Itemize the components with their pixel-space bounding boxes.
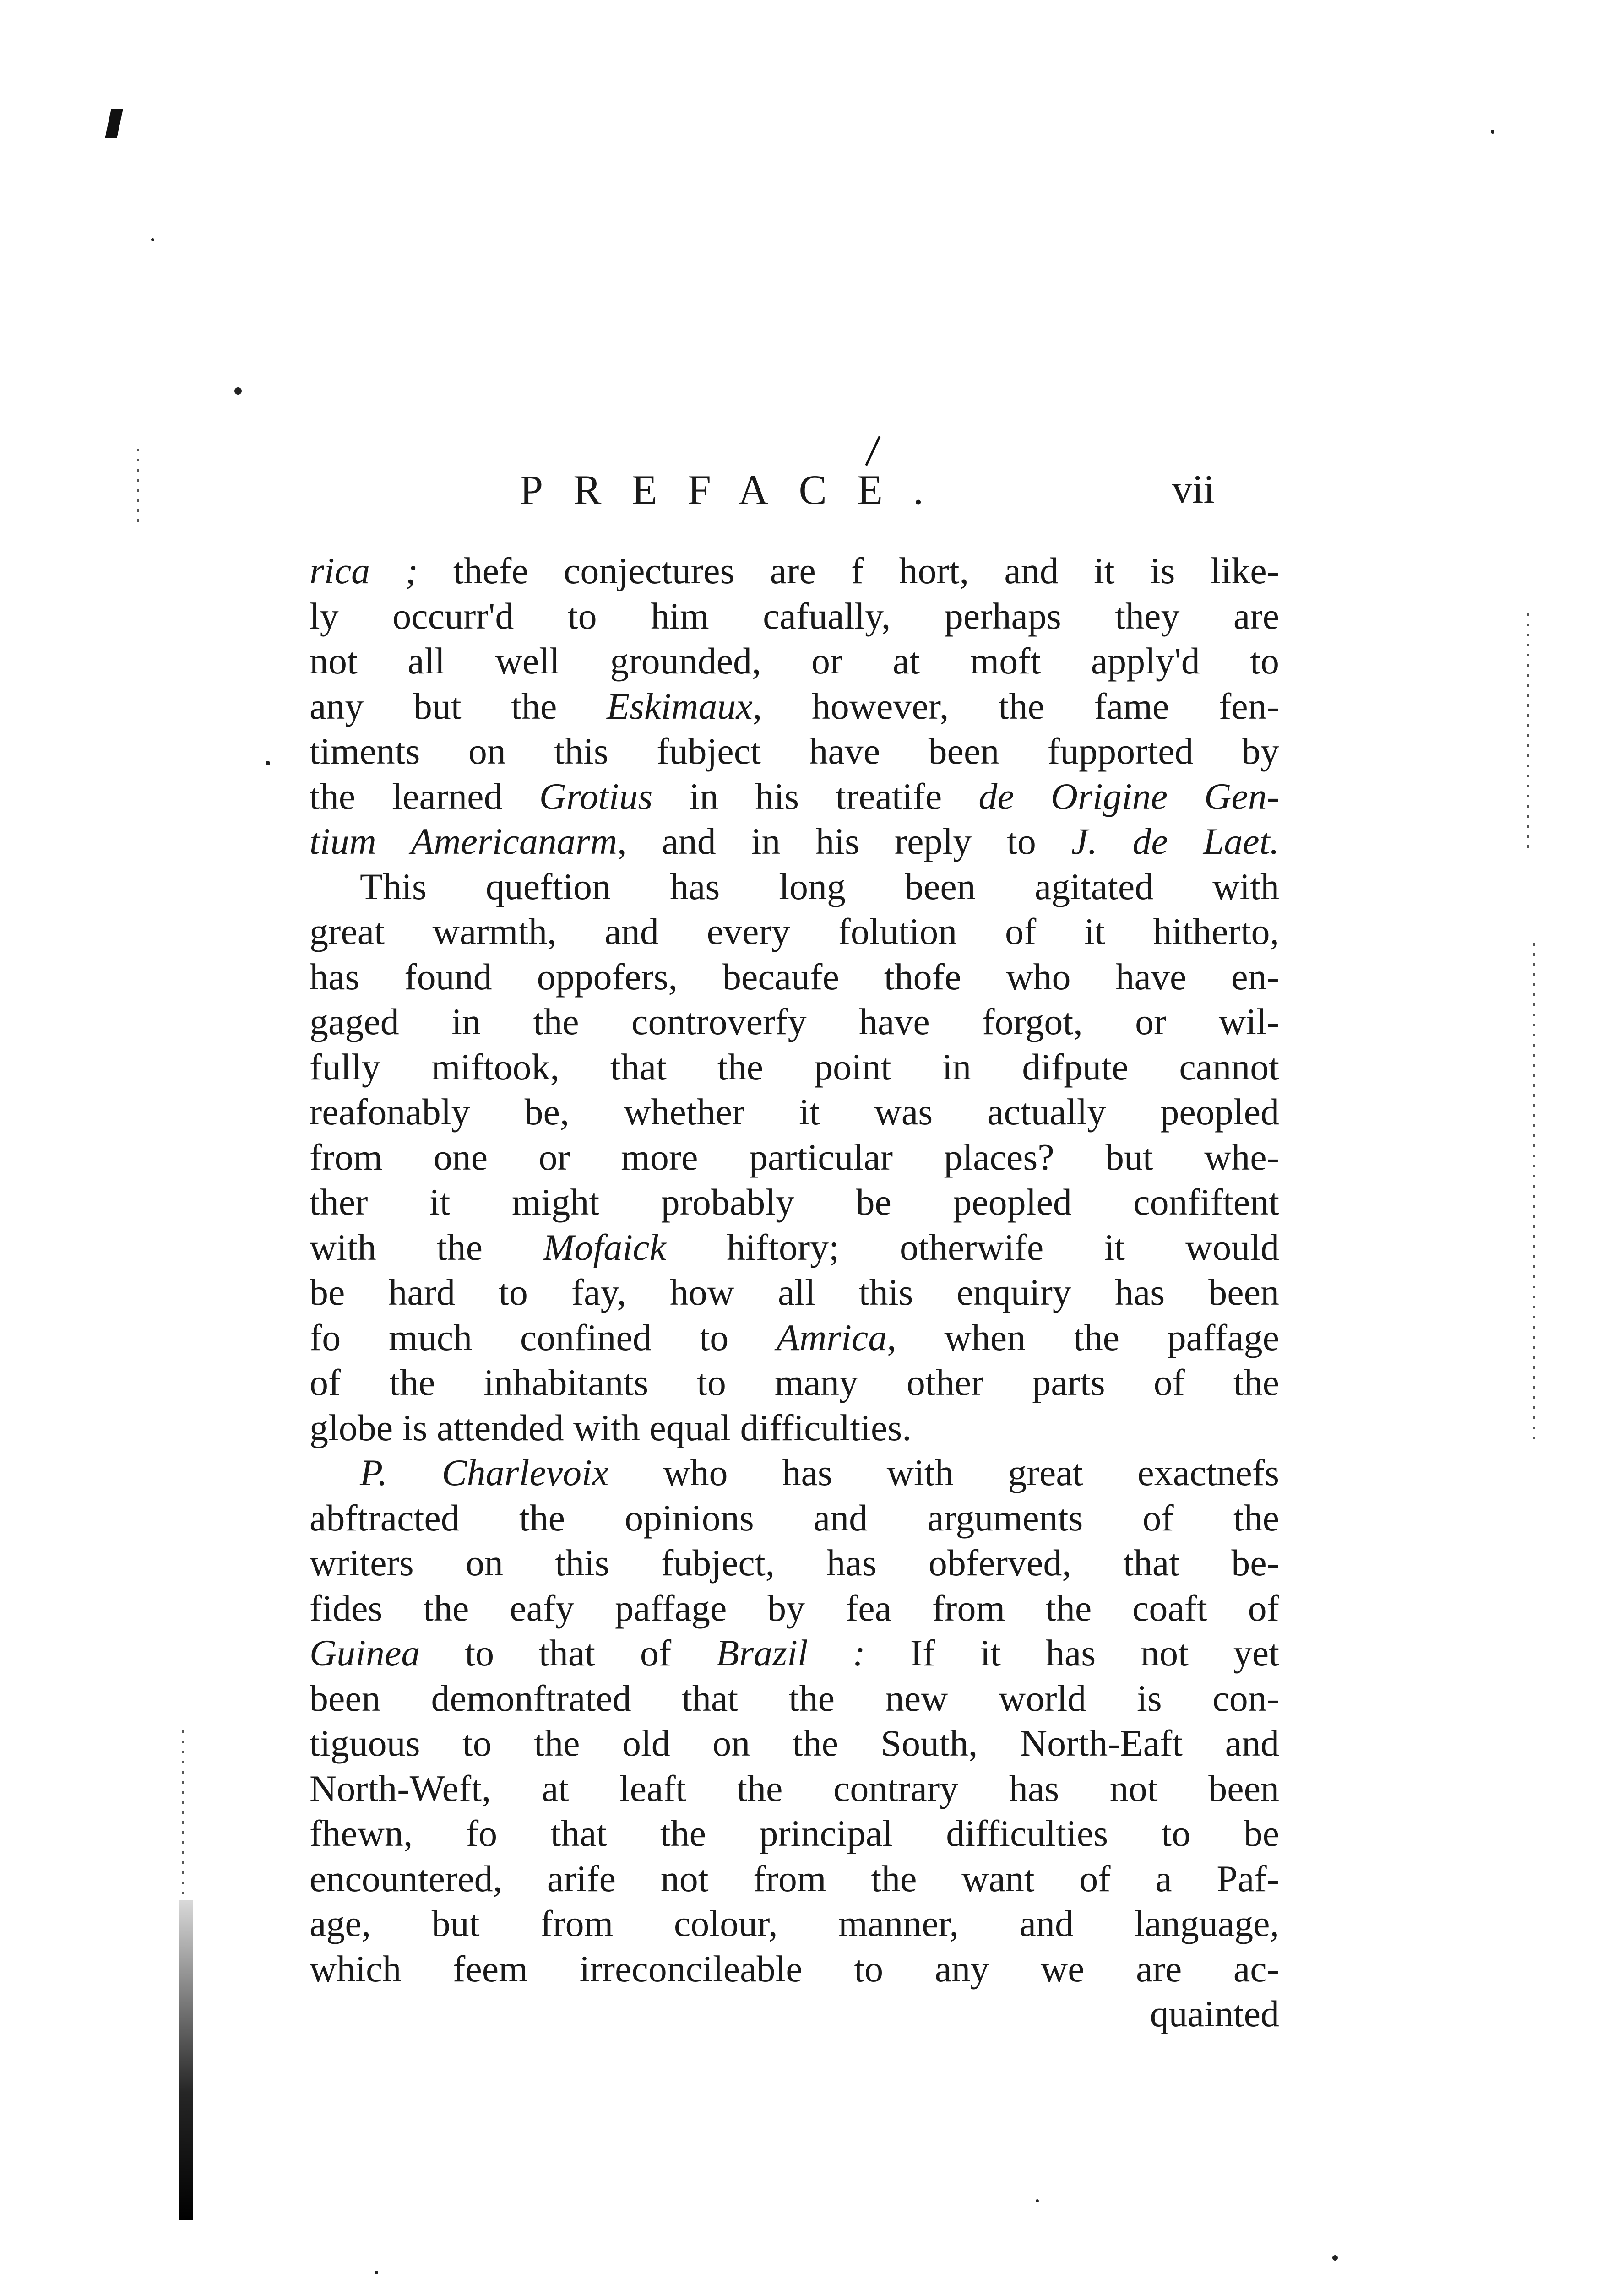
- text-run: hiftory; otherwife it would: [666, 1226, 1279, 1268]
- italic-run: de Origine Gen-: [978, 775, 1279, 817]
- scan-edge: [1533, 943, 1535, 1447]
- body-text: [310, 548, 1279, 2037]
- text-run: any but the: [310, 685, 607, 727]
- text-run: not all well grounded, or at moft apply'd to: [310, 640, 1279, 682]
- text-run: be hard to fay, how all this enquiry has been: [310, 1271, 1279, 1313]
- text-run: great warmth, and every folution of it hitherto,: [310, 911, 1279, 952]
- scan-mark: [865, 436, 880, 466]
- text-line: [310, 1405, 1279, 1451]
- page-header: [0, 462, 1624, 517]
- text-line: [310, 1450, 1279, 1496]
- scan-speck: [1036, 2199, 1039, 2202]
- italic-run: Amrica: [776, 1316, 887, 1358]
- text-run: who has with great exactnefs: [608, 1452, 1279, 1493]
- italic-run: P. Charlevoix: [360, 1452, 609, 1493]
- text-run: abftracted the opinions and arguments of the: [310, 1497, 1279, 1539]
- text-line: [310, 1766, 1279, 1812]
- text-line: [310, 639, 1279, 684]
- text-run: ther it might probably be peopled confiftent: [310, 1181, 1279, 1223]
- text-line: [310, 594, 1279, 639]
- text-line: [310, 1901, 1279, 1947]
- running-title: PREFACE.: [520, 466, 954, 513]
- text-run: reafonably be, whether it was actually peopled: [310, 1091, 1279, 1133]
- text-run: to that of: [420, 1632, 717, 1674]
- text-run: encountered, arife not from the want of a Paf-: [310, 1857, 1279, 1899]
- text-run: from one or more particular places? but whe-: [310, 1136, 1279, 1178]
- text-run: fully miftook, that the point in difpute cannot: [310, 1046, 1279, 1088]
- italic-run: Brazil :: [716, 1632, 865, 1674]
- scan-speck: [151, 238, 154, 241]
- text-run: been demonftrated that the new world is con-: [310, 1677, 1279, 1719]
- text-run: with the: [310, 1226, 543, 1268]
- text-line: [310, 1856, 1279, 1902]
- text-line: [310, 999, 1279, 1045]
- italic-run: Guinea: [310, 1632, 420, 1674]
- text-run: gaged in the controverfy have forgot, or wil-: [310, 1001, 1279, 1042]
- scan-edge: [182, 1730, 184, 1895]
- text-line: [310, 955, 1279, 1000]
- scan-edge-strip: [179, 1900, 193, 2220]
- text-run: quainted: [1150, 1993, 1279, 2034]
- text-run: ly occurr'd to him cafually, perhaps they are: [310, 595, 1279, 637]
- text-run: , when the paffage: [887, 1316, 1279, 1358]
- text-run: tiguous to the old on the South, North-Eaft and: [310, 1722, 1279, 1764]
- text-line: [310, 1360, 1279, 1405]
- text-line: [310, 1586, 1279, 1631]
- italic-run: Mofaick: [543, 1226, 666, 1268]
- text-run: , and in his reply to: [617, 820, 1071, 862]
- text-line: [310, 1947, 1279, 1992]
- text-line: [310, 1540, 1279, 1586]
- italic-run: J. de Laet.: [1071, 820, 1279, 862]
- text-line: [310, 1631, 1279, 1676]
- italic-run: tium Americanarm: [310, 820, 618, 862]
- text-run: timents on this fubject have been fupported by: [310, 730, 1279, 772]
- text-run: This queftion has long been agitated with: [360, 865, 1279, 907]
- page-number: vii: [1172, 467, 1215, 512]
- text-line: [310, 1496, 1279, 1541]
- text-run: fhewn, fo that the principal difficulties to be: [310, 1812, 1279, 1854]
- text-line: [310, 909, 1279, 955]
- italic-run: Grotius: [539, 775, 653, 817]
- text-line: [310, 1315, 1279, 1361]
- italic-run: Eskimaux: [606, 685, 753, 727]
- text-line: [310, 1225, 1279, 1270]
- italic-run: rica ;: [310, 550, 418, 591]
- text-run: , however, the fame fen-: [752, 685, 1279, 727]
- scan-edge: [1527, 613, 1529, 852]
- text-run: globe is attended with equal difficulties.: [310, 1406, 912, 1448]
- catchword: [310, 1991, 1279, 2037]
- text-line: [310, 684, 1279, 729]
- text-run: fides the eafy paffage by fea from the coaft of: [310, 1587, 1279, 1629]
- text-run: writers on this fubject, has obferved, that be-: [310, 1542, 1279, 1584]
- text-line: [310, 819, 1279, 864]
- text-line: [310, 1676, 1279, 1721]
- text-run: North-Weft, at leaft the contrary has not been: [310, 1767, 1279, 1809]
- text-line: [310, 1270, 1279, 1315]
- text-line: [310, 548, 1279, 594]
- text-line: [310, 1135, 1279, 1180]
- scan-speck: [375, 2271, 378, 2274]
- text-line: [310, 1811, 1279, 1856]
- text-line: [310, 729, 1279, 774]
- text-line: [310, 1721, 1279, 1766]
- text-line: [310, 864, 1279, 910]
- text-run: age, but from colour, manner, and language,: [310, 1903, 1279, 1944]
- text-line: [310, 1045, 1279, 1090]
- text-run: fo much confined to: [310, 1316, 777, 1358]
- scan-speck: [1332, 2255, 1338, 2261]
- text-line: [310, 1180, 1279, 1225]
- text-run: of the inhabitants to many other parts of the: [310, 1361, 1279, 1403]
- text-run: in his treatife: [652, 775, 979, 817]
- scan-speck: [1491, 130, 1494, 134]
- text-run: the learned: [310, 775, 539, 817]
- text-run: has found oppofers, becaufe thofe who have en-: [310, 955, 1279, 998]
- scan-speck: [266, 761, 270, 765]
- text-line: [310, 1090, 1279, 1135]
- scan-speck: [234, 387, 242, 395]
- text-run: If it has not yet: [865, 1632, 1279, 1674]
- scan-edge: [137, 449, 139, 522]
- text-run: thefe conjectures are f hort, and it is like-: [418, 550, 1279, 591]
- scan-mark: [105, 109, 123, 138]
- text-line: [310, 774, 1279, 819]
- text-run: which feem irreconcileable to any we are ac-: [310, 1947, 1279, 1990]
